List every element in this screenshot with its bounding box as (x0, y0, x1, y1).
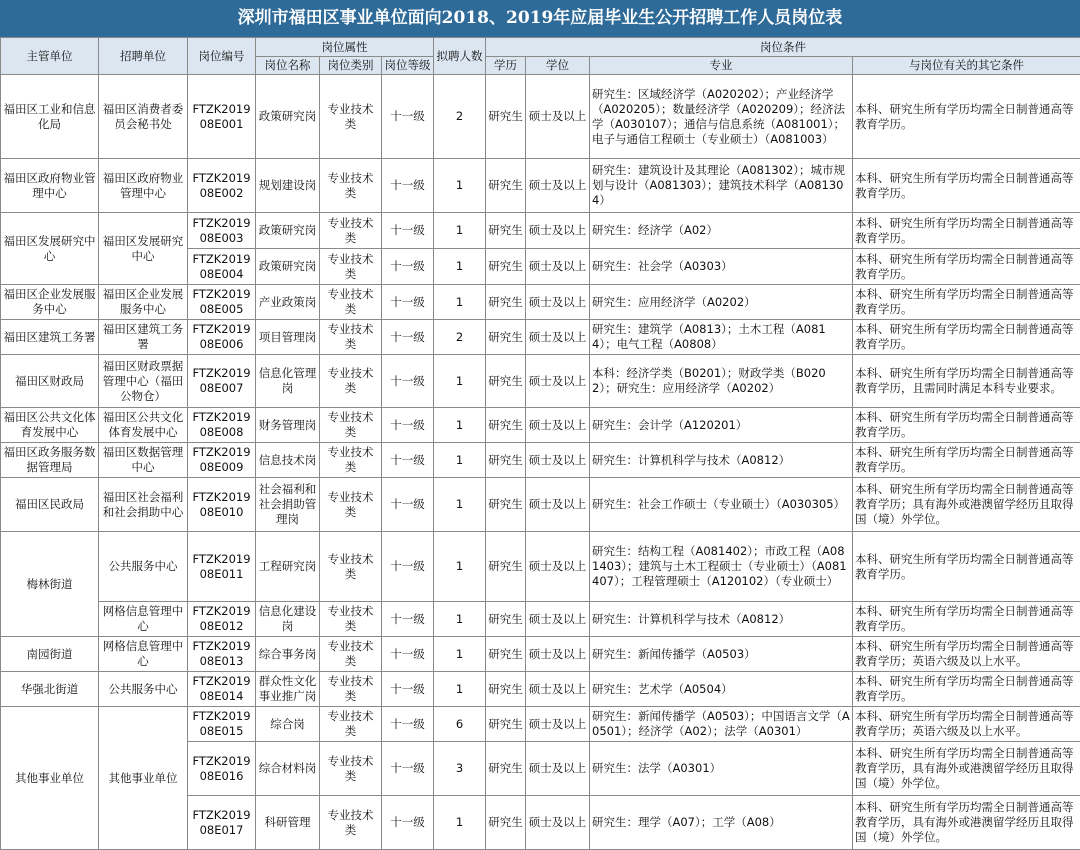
edu-cell: 研究生 (486, 602, 526, 637)
count-cell: 6 (434, 707, 486, 742)
table-row (1, 213, 1080, 249)
other-cell: 本科、研究生所有学历均需全日制普通高等教育学历；具有海外或港澳留学经历且取得国（境）外学位。 (853, 478, 1080, 532)
agency-cell: 福田区工业和信息化局 (1, 75, 99, 159)
edu-cell: 研究生 (486, 707, 526, 742)
table-row (1, 602, 1080, 637)
code-cell: FTZK201908E014 (188, 672, 256, 707)
header-code: 岗位编号 (188, 38, 256, 75)
table-row (1, 637, 1080, 672)
post-level-cell: 十一级 (382, 159, 434, 213)
other-cell: 本科、研究生所有学历均需全日制普通高等教育学历。 (853, 249, 1080, 285)
other-cell: 本科、研究生所有学历均需全日制普通高等教育学历；英语六级及以上水平。 (853, 637, 1080, 672)
post-type-cell: 专业技术类 (320, 602, 382, 637)
post-type-cell: 专业技术类 (320, 672, 382, 707)
post-name-cell: 信息技术岗 (256, 443, 320, 478)
edu-cell: 研究生 (486, 408, 526, 443)
edu-cell: 研究生 (486, 443, 526, 478)
table-row (1, 478, 1080, 532)
agency-cell: 福田区建筑工务署 (1, 320, 99, 355)
post-level-cell: 十一级 (382, 532, 434, 602)
other-cell: 本科、研究生所有学历均需全日制普通高等教育学历。 (853, 408, 1080, 443)
code-cell: FTZK201908E010 (188, 478, 256, 532)
agency-cell: 福田区财政局 (1, 355, 99, 408)
unit-cell: 福田区财政票据管理中心（福田公物仓） (99, 355, 188, 408)
agency-cell: 福田区政府物业管理中心 (1, 159, 99, 213)
unit-cell: 其他事业单位 (99, 707, 188, 850)
edu-cell: 研究生 (486, 532, 526, 602)
header-other: 与岗位有关的其它条件 (853, 57, 1080, 75)
edu-cell: 研究生 (486, 213, 526, 249)
other-cell: 本科、研究生所有学历均需全日制普通高等教育学历，具有海外或港澳留学经历且取得国（境）外学位。 (853, 742, 1080, 796)
unit-cell: 福田区社会福利和社会捐助中心 (99, 478, 188, 532)
other-cell: 本科、研究生所有学历均需全日制普通高等教育学历。 (853, 602, 1080, 637)
post-level-cell: 十一级 (382, 637, 434, 672)
unit-cell: 福田区发展研究中心 (99, 213, 188, 285)
table-row (1, 532, 1080, 602)
table-row (1, 320, 1080, 355)
code-cell: FTZK201908E004 (188, 249, 256, 285)
post-name-cell: 社会福利和社会捐助管理岗 (256, 478, 320, 532)
other-cell: 本科、研究生所有学历均需全日制普通高等教育学历，且需同时满足本科专业要求。 (853, 355, 1080, 408)
degree-cell: 硕士及以上 (526, 796, 590, 850)
code-cell: FTZK201908E002 (188, 159, 256, 213)
post-name-cell: 政策研究岗 (256, 249, 320, 285)
post-name-cell: 信息化管理岗 (256, 355, 320, 408)
post-type-cell: 专业技术类 (320, 443, 382, 478)
job-table (0, 37, 1080, 850)
header-attr-group: 岗位属性 (256, 38, 434, 57)
post-name-cell: 信息化建设岗 (256, 602, 320, 637)
post-type-cell: 专业技术类 (320, 408, 382, 443)
header-cond-group: 岗位条件 (486, 38, 1080, 57)
major-cell: 研究生：区域经济学（A020202）；产业经济学（A020205）；数量经济学（A020209）；经济法学（A030107）；通信与信息系统（A081001）；电子与通信工程硕士（专业硕士）（A081003） (590, 75, 853, 159)
unit-cell: 福田区政府物业管理中心 (99, 159, 188, 213)
edu-cell: 研究生 (486, 478, 526, 532)
unit-cell: 福田区企业发展服务中心 (99, 285, 188, 320)
post-type-cell: 专业技术类 (320, 707, 382, 742)
major-cell: 研究生：新闻传播学（A0503）；中国语言文学（A0501）；经济学（A02）；法学（A0301） (590, 707, 853, 742)
post-level-cell: 十一级 (382, 707, 434, 742)
degree-cell: 硕士及以上 (526, 602, 590, 637)
agency-cell: 福田区发展研究中心 (1, 213, 99, 285)
header-major: 专业 (590, 57, 853, 75)
count-cell: 1 (434, 532, 486, 602)
code-cell: FTZK201908E008 (188, 408, 256, 443)
post-type-cell: 专业技术类 (320, 478, 382, 532)
table-row (1, 159, 1080, 213)
other-cell: 本科、研究生所有学历均需全日制普通高等教育学历。 (853, 159, 1080, 213)
post-name-cell: 产业政策岗 (256, 285, 320, 320)
post-level-cell: 十一级 (382, 213, 434, 249)
agency-cell: 南园街道 (1, 637, 99, 672)
post-level-cell: 十一级 (382, 408, 434, 443)
major-cell: 研究生：应用经济学（A0202） (590, 285, 853, 320)
post-level-cell: 十一级 (382, 320, 434, 355)
post-name-cell: 综合事务岗 (256, 637, 320, 672)
header-post-level: 岗位等级 (382, 57, 434, 75)
major-cell: 研究生：新闻传播学（A0503） (590, 637, 853, 672)
count-cell: 1 (434, 672, 486, 707)
post-type-cell: 专业技术类 (320, 159, 382, 213)
edu-cell: 研究生 (486, 742, 526, 796)
post-type-cell: 专业技术类 (320, 532, 382, 602)
agency-cell: 福田区民政局 (1, 478, 99, 532)
code-cell: FTZK201908E015 (188, 707, 256, 742)
post-level-cell: 十一级 (382, 672, 434, 707)
major-cell: 研究生：建筑学（A0813）；土木工程（A0814）；电气工程（A0808） (590, 320, 853, 355)
code-cell: FTZK201908E006 (188, 320, 256, 355)
code-cell: FTZK201908E003 (188, 213, 256, 249)
agency-cell: 其他事业单位 (1, 707, 99, 850)
page-title: 深圳市福田区事业单位面向2018、2019年应届毕业生公开招聘工作人员岗位表 (0, 0, 1080, 37)
major-cell: 研究生：经济学（A02） (590, 213, 853, 249)
major-cell: 本科：经济学类（B0201）；财政学类（B0202）；研究生：应用经济学（A0202） (590, 355, 853, 408)
degree-cell: 硕士及以上 (526, 320, 590, 355)
degree-cell: 硕士及以上 (526, 707, 590, 742)
table-row (1, 443, 1080, 478)
degree-cell: 硕士及以上 (526, 213, 590, 249)
other-cell: 本科、研究生所有学历均需全日制普通高等教育学历。 (853, 320, 1080, 355)
post-type-cell: 专业技术类 (320, 249, 382, 285)
major-cell: 研究生：社会学（A0303） (590, 249, 853, 285)
agency-cell: 梅林街道 (1, 532, 99, 637)
degree-cell: 硕士及以上 (526, 532, 590, 602)
table-row (1, 75, 1080, 159)
post-type-cell: 专业技术类 (320, 355, 382, 408)
post-name-cell: 项目管理岗 (256, 320, 320, 355)
degree-cell: 硕士及以上 (526, 637, 590, 672)
post-type-cell: 专业技术类 (320, 320, 382, 355)
other-cell: 本科、研究生所有学历均需全日制普通高等教育学历。 (853, 75, 1080, 159)
code-cell: FTZK201908E017 (188, 796, 256, 850)
other-cell: 本科、研究生所有学历均需全日制普通高等教育学历。 (853, 532, 1080, 602)
other-cell: 本科、研究生所有学历均需全日制普通高等教育学历。 (853, 672, 1080, 707)
other-cell: 本科、研究生所有学历均需全日制普通高等教育学历。 (853, 443, 1080, 478)
count-cell: 1 (434, 796, 486, 850)
post-type-cell: 专业技术类 (320, 75, 382, 159)
post-level-cell: 十一级 (382, 249, 434, 285)
degree-cell: 硕士及以上 (526, 408, 590, 443)
post-level-cell: 十一级 (382, 443, 434, 478)
unit-cell: 网格信息管理中心 (99, 637, 188, 672)
post-level-cell: 十一级 (382, 355, 434, 408)
table-row (1, 285, 1080, 320)
edu-cell: 研究生 (486, 320, 526, 355)
post-name-cell: 财务管理岗 (256, 408, 320, 443)
unit-cell: 网格信息管理中心 (99, 602, 188, 637)
post-type-cell: 专业技术类 (320, 637, 382, 672)
post-name-cell: 综合材料岗 (256, 742, 320, 796)
code-cell: FTZK201908E005 (188, 285, 256, 320)
edu-cell: 研究生 (486, 249, 526, 285)
major-cell: 研究生：计算机科学与技术（A0812） (590, 443, 853, 478)
post-type-cell: 专业技术类 (320, 213, 382, 249)
edu-cell: 研究生 (486, 75, 526, 159)
post-name-cell: 工程研究岗 (256, 532, 320, 602)
code-cell: FTZK201908E013 (188, 637, 256, 672)
unit-cell: 公共服务中心 (99, 672, 188, 707)
major-cell: 研究生：社会工作硕士（专业硕士）（A030305） (590, 478, 853, 532)
code-cell: FTZK201908E012 (188, 602, 256, 637)
major-cell: 研究生：艺术学（A0504） (590, 672, 853, 707)
post-name-cell: 综合岗 (256, 707, 320, 742)
header-degree: 学位 (526, 57, 590, 75)
degree-cell: 硕士及以上 (526, 742, 590, 796)
post-type-cell: 专业技术类 (320, 285, 382, 320)
other-cell: 本科、研究生所有学历均需全日制普通高等教育学历。 (853, 285, 1080, 320)
degree-cell: 硕士及以上 (526, 159, 590, 213)
header-unit: 招聘单位 (99, 38, 188, 75)
degree-cell: 硕士及以上 (526, 478, 590, 532)
header-post-name: 岗位名称 (256, 57, 320, 75)
count-cell: 1 (434, 602, 486, 637)
count-cell: 2 (434, 320, 486, 355)
edu-cell: 研究生 (486, 672, 526, 707)
post-name-cell: 科研管理 (256, 796, 320, 850)
table-row (1, 408, 1080, 443)
count-cell: 1 (434, 213, 486, 249)
header-post-type: 岗位类别 (320, 57, 382, 75)
unit-cell: 福田区公共文化体育发展中心 (99, 408, 188, 443)
post-level-cell: 十一级 (382, 742, 434, 796)
degree-cell: 硕士及以上 (526, 249, 590, 285)
post-name-cell: 政策研究岗 (256, 75, 320, 159)
major-cell: 研究生：理学（A07）；工学（A08） (590, 796, 853, 850)
unit-cell: 福田区数据管理中心 (99, 443, 188, 478)
major-cell: 研究生：建筑设计及其理论（A081302）；城市规划与设计（A081303）；建筑技术科学（A081304） (590, 159, 853, 213)
table-row (1, 672, 1080, 707)
degree-cell: 硕士及以上 (526, 355, 590, 408)
degree-cell: 硕士及以上 (526, 443, 590, 478)
degree-cell: 硕士及以上 (526, 672, 590, 707)
other-cell: 本科、研究生所有学历均需全日制普通高等教育学历；英语六级及以上水平。 (853, 707, 1080, 742)
header-agency: 主管单位 (1, 38, 99, 75)
count-cell: 1 (434, 159, 486, 213)
agency-cell: 华强北街道 (1, 672, 99, 707)
post-type-cell: 专业技术类 (320, 742, 382, 796)
other-cell: 本科、研究生所有学历均需全日制普通高等教育学历。 (853, 213, 1080, 249)
unit-cell: 公共服务中心 (99, 532, 188, 602)
header-edu: 学历 (486, 57, 526, 75)
degree-cell: 硕士及以上 (526, 285, 590, 320)
count-cell: 2 (434, 75, 486, 159)
table-row (1, 355, 1080, 408)
count-cell: 1 (434, 478, 486, 532)
code-cell: FTZK201908E009 (188, 443, 256, 478)
agency-cell: 福田区公共文化体育发展中心 (1, 408, 99, 443)
major-cell: 研究生：结构工程（A081402）；市政工程（A081403）；建筑与土木工程硕士（专业硕士）（A081407）；工程管理硕士（A120102）（专业硕士） (590, 532, 853, 602)
major-cell: 研究生：法学（A0301） (590, 742, 853, 796)
other-cell: 本科、研究生所有学历均需全日制普通高等教育学历，具有海外或港澳留学经历且取得国（境）外学位。 (853, 796, 1080, 850)
count-cell: 1 (434, 443, 486, 478)
edu-cell: 研究生 (486, 159, 526, 213)
degree-cell: 硕士及以上 (526, 75, 590, 159)
post-level-cell: 十一级 (382, 75, 434, 159)
major-cell: 研究生：会计学（A120201） (590, 408, 853, 443)
header-count: 拟聘人数 (434, 38, 486, 75)
unit-cell: 福田区消费者委员会秘书处 (99, 75, 188, 159)
count-cell: 3 (434, 742, 486, 796)
count-cell: 1 (434, 285, 486, 320)
edu-cell: 研究生 (486, 285, 526, 320)
count-cell: 1 (434, 249, 486, 285)
post-level-cell: 十一级 (382, 285, 434, 320)
count-cell: 1 (434, 637, 486, 672)
count-cell: 1 (434, 355, 486, 408)
post-name-cell: 规划建设岗 (256, 159, 320, 213)
agency-cell: 福田区企业发展服务中心 (1, 285, 99, 320)
post-level-cell: 十一级 (382, 478, 434, 532)
post-level-cell: 十一级 (382, 796, 434, 850)
code-cell: FTZK201908E011 (188, 532, 256, 602)
post-type-cell: 专业技术类 (320, 796, 382, 850)
code-cell: FTZK201908E007 (188, 355, 256, 408)
agency-cell: 福田区政务服务数据管理局 (1, 443, 99, 478)
edu-cell: 研究生 (486, 355, 526, 408)
post-name-cell: 群众性文化事业推广岗 (256, 672, 320, 707)
major-cell: 研究生：计算机科学与技术（A0812） (590, 602, 853, 637)
unit-cell: 福田区建筑工务署 (99, 320, 188, 355)
post-level-cell: 十一级 (382, 602, 434, 637)
code-cell: FTZK201908E001 (188, 75, 256, 159)
table-row (1, 707, 1080, 742)
post-name-cell: 政策研究岗 (256, 213, 320, 249)
edu-cell: 研究生 (486, 796, 526, 850)
count-cell: 1 (434, 408, 486, 443)
code-cell: FTZK201908E016 (188, 742, 256, 796)
edu-cell: 研究生 (486, 637, 526, 672)
